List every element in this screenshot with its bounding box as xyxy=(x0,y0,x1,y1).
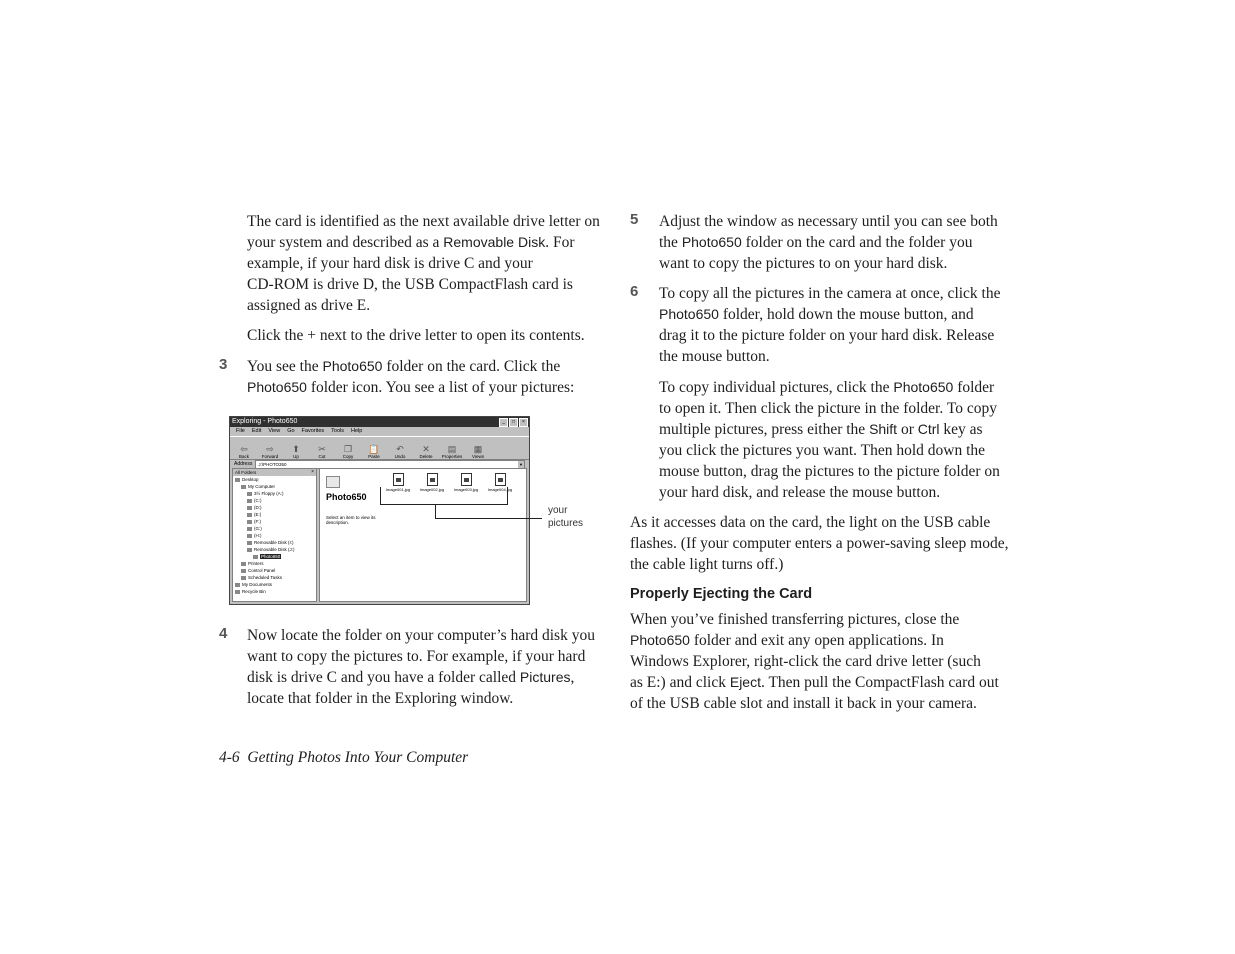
tool-cut xyxy=(314,444,330,459)
tree-item xyxy=(233,490,316,497)
text-run: The card is identified as the next available drive letter on xyxy=(247,213,600,230)
text-run: To copy individual pictures, click the xyxy=(659,379,894,396)
text-run: mouse button, drag the pictures to the picture folder on xyxy=(659,463,1000,481)
text-run: folder, hold down the mouse button, and xyxy=(718,306,974,324)
text-line xyxy=(659,253,1039,274)
drive-icon xyxy=(241,569,246,573)
image-file-icon xyxy=(495,473,506,486)
tree-item xyxy=(233,532,316,539)
tool-delete xyxy=(418,444,434,459)
callout-label-line-1: your xyxy=(548,505,568,516)
tool-properties xyxy=(441,444,463,459)
undo-icon: ↶ xyxy=(396,444,404,454)
text-line xyxy=(630,693,1030,714)
ui-term: Photo650 xyxy=(247,379,307,396)
tool-back xyxy=(236,444,252,459)
chevron-down-icon: ▼ xyxy=(519,462,523,467)
drive-icon xyxy=(253,555,258,559)
menu-item-favorites: Favorites xyxy=(301,428,325,434)
tool-label: Copy xyxy=(342,454,354,459)
drive-icon xyxy=(235,478,240,482)
chapter-title: Getting Photos Into Your Computer xyxy=(247,749,469,766)
text-run: To copy all the pictures in the camera at once, click the xyxy=(659,285,1001,302)
drive-icon xyxy=(247,548,252,552)
close-pane-icon: × xyxy=(311,469,314,475)
tree-item xyxy=(233,553,316,560)
tree-item xyxy=(233,497,316,504)
callout-line-horizontal xyxy=(435,518,542,519)
tool-label: Up xyxy=(293,454,299,459)
text-run: CD-ROM is drive D, the USB CompactFlash card is xyxy=(247,276,573,294)
tool-label: Paste xyxy=(368,454,380,459)
tree-item xyxy=(233,483,316,490)
menu-item-edit: Edit xyxy=(251,428,262,434)
tool-label: Back xyxy=(238,454,249,459)
text-run: As it accesses data on the card, the light on the USB cable xyxy=(630,514,991,531)
text-line xyxy=(247,274,617,295)
text-line xyxy=(659,377,1039,398)
ui-term: Ctrl xyxy=(917,421,940,438)
text-run: example, if your hard disk is drive C and your xyxy=(247,255,533,273)
exploring-window-screenshot xyxy=(229,416,530,605)
tree-item xyxy=(233,588,316,595)
intro-paragraph xyxy=(247,211,617,316)
access-paragraph xyxy=(630,512,1030,575)
text-run: the cable light turns off.) xyxy=(630,556,784,574)
tree-item-label: Removable Disk (J:) xyxy=(254,547,295,552)
tree-item xyxy=(233,581,316,588)
image-file-icon xyxy=(393,473,404,486)
text-run: Adjust the window as necessary until you can see both xyxy=(659,213,998,230)
step-5-text xyxy=(659,211,1039,274)
folder-title: Photo650 xyxy=(326,492,367,502)
ui-term: Photo650 xyxy=(893,379,954,395)
address-value: J:\PHOTO350 xyxy=(258,462,287,467)
tool-views xyxy=(470,444,486,459)
step-3-text xyxy=(247,356,617,398)
text-line xyxy=(247,253,617,274)
ui-term: Photo650 xyxy=(322,358,383,374)
eject-paragraph xyxy=(630,609,1030,714)
text-line xyxy=(247,377,617,398)
tree-item xyxy=(233,525,316,532)
all-folders-header xyxy=(233,469,316,476)
paste-icon: 📋 xyxy=(368,444,380,454)
tree-item-label: (E:) xyxy=(254,512,262,517)
file-name: Image002.jpg xyxy=(419,487,445,492)
step-3-number: 3 xyxy=(219,356,228,373)
text-line xyxy=(247,646,617,667)
callout-label-line-2: pictures xyxy=(548,517,584,529)
all-folders-label: All Folders xyxy=(235,470,257,475)
text-run: or xyxy=(897,421,918,439)
tree-item-label: Printers xyxy=(248,561,264,566)
tool-label: Delete xyxy=(419,454,433,459)
tool-label: Cut xyxy=(318,454,326,459)
views-icon: ▦ xyxy=(473,444,483,454)
text-run: folder xyxy=(953,379,995,396)
callout-line-vertical xyxy=(435,504,436,519)
folder-icon xyxy=(326,476,340,488)
text-run: . For xyxy=(545,234,575,252)
drive-icon xyxy=(247,506,252,510)
individual-pictures-paragraph xyxy=(659,377,1039,504)
tree-item-label: (D:) xyxy=(254,505,262,510)
tool-label: Forward xyxy=(261,454,279,459)
drive-icon xyxy=(241,485,246,489)
tree-item-label: My Documents xyxy=(242,582,273,587)
drive-icon xyxy=(235,583,240,587)
text-line xyxy=(659,482,1039,503)
text-run: want to copy the pictures to. For example, if your hard xyxy=(247,648,586,666)
tree-item-label: My Computer xyxy=(248,484,276,489)
ui-term: Removable Disk xyxy=(443,234,546,251)
drive-icon xyxy=(247,492,252,496)
tree-item-label: (G:) xyxy=(254,526,262,531)
step-5-number: 5 xyxy=(630,211,639,228)
tree-item-label: (F:) xyxy=(254,519,261,524)
step-4-text xyxy=(247,625,617,709)
tree-item xyxy=(233,504,316,511)
up-icon: ⬆ xyxy=(292,444,300,454)
text-run: the xyxy=(659,234,682,252)
tool-copy xyxy=(340,444,356,459)
menu-item-view: View xyxy=(268,428,281,434)
text-line xyxy=(247,667,617,688)
step-4-number: 4 xyxy=(219,625,228,642)
text-line xyxy=(247,295,617,316)
text-run: folder icon. You see a list of your pictures: xyxy=(306,379,575,397)
text-run: to open it. Then click the picture in the folder. To copy xyxy=(659,400,997,418)
click-plus-paragraph xyxy=(247,325,617,346)
address-label: Address xyxy=(234,461,253,467)
back-icon: ⇦ xyxy=(240,444,248,454)
text-line xyxy=(659,283,1039,304)
text-line xyxy=(659,304,1039,325)
tree-item-label: Removable Disk (I:) xyxy=(254,540,294,545)
menu-item-tools: Tools xyxy=(331,428,344,434)
text-line xyxy=(630,512,1030,533)
drive-icon xyxy=(247,534,252,538)
text-run: you click the pictures you want. Then hold down the xyxy=(659,442,986,460)
text-line xyxy=(659,461,1039,482)
file-name: Image004.jpg xyxy=(487,487,513,492)
tree-item-label: (C:) xyxy=(254,498,262,503)
text-run: When you’ve finished transferring pictures, close the xyxy=(630,611,960,628)
text-run: Click the + next to the drive letter to open its contents. xyxy=(247,327,585,344)
text-line xyxy=(630,609,1030,630)
page-footer xyxy=(219,749,468,767)
tree-item xyxy=(233,567,316,574)
menu-item-help: Help xyxy=(351,428,363,434)
text-line xyxy=(630,651,1030,672)
ui-term: Photo650 xyxy=(659,306,719,323)
tool-label: Properties xyxy=(441,454,463,459)
tree-item xyxy=(233,560,316,567)
tree-item xyxy=(233,518,316,525)
tool-undo xyxy=(392,444,408,459)
text-line xyxy=(630,533,1030,554)
text-run: disk is drive C and you have a folder called xyxy=(247,669,520,687)
drive-icon xyxy=(235,590,240,594)
text-line xyxy=(247,356,617,377)
properties-icon: ▤ xyxy=(447,444,457,454)
text-line xyxy=(659,398,1039,419)
callout-label xyxy=(548,505,583,530)
text-line xyxy=(630,554,1030,575)
tree-item-label: Scheduled Tasks xyxy=(248,575,282,580)
tool-label: Views xyxy=(472,454,484,459)
text-run: multiple pictures, press either the xyxy=(659,421,870,439)
window-titlebar xyxy=(230,417,529,427)
text-run: your system and described as a xyxy=(247,234,444,252)
text-run: as E:) and click xyxy=(630,674,730,692)
drive-icon xyxy=(247,513,252,517)
text-line xyxy=(247,325,617,346)
text-run: Now locate the folder on your computer’s hard disk you xyxy=(247,627,595,644)
ui-term: Photo650 xyxy=(630,632,690,649)
drive-icon xyxy=(247,527,252,531)
ui-term: Pictures xyxy=(519,669,571,686)
tree-item xyxy=(233,539,316,546)
text-line xyxy=(247,625,617,646)
text-run: folder and exit any open applications. In xyxy=(689,632,944,650)
folder-tree-pane xyxy=(232,468,317,602)
text-line xyxy=(247,211,617,232)
text-line xyxy=(659,232,1039,253)
folder-description: Select an item to view its description. xyxy=(326,515,376,525)
ui-term: Photo650 xyxy=(681,234,742,251)
close-icon: × xyxy=(519,418,528,427)
window-toolbar xyxy=(230,436,529,460)
tree-item-label: (H:) xyxy=(254,533,262,538)
tool-paste xyxy=(366,444,382,459)
step-6-text xyxy=(659,283,1039,367)
tree-item xyxy=(233,546,316,553)
window-menubar xyxy=(230,427,529,436)
section-heading: Properly Ejecting the Card xyxy=(630,586,813,602)
tree-item-label: Photo650 xyxy=(261,554,281,559)
window-title: Exploring - Photo650 xyxy=(232,418,298,425)
maximize-icon: □ xyxy=(509,418,518,427)
text-line xyxy=(659,346,1039,367)
image-file-icon xyxy=(461,473,472,486)
tree-item-label: 3½ Floppy (A:) xyxy=(254,491,284,496)
file-name: Image003.jpg xyxy=(453,487,479,492)
text-run: assigned as drive E. xyxy=(247,297,371,315)
text-line xyxy=(659,419,1039,440)
tool-up xyxy=(288,444,304,459)
tree-item xyxy=(233,574,316,581)
drive-icon xyxy=(247,520,252,524)
text-run: . Then pull the CompactFlash card out xyxy=(760,674,999,692)
text-line xyxy=(630,630,1030,651)
drive-icon xyxy=(247,499,252,503)
text-run: want to copy the pictures to on your hard disk. xyxy=(659,255,948,273)
text-line xyxy=(659,440,1039,461)
tool-forward xyxy=(262,444,278,459)
text-run: folder on the card. Click the xyxy=(382,358,561,375)
text-line xyxy=(247,688,617,709)
text-run: drag it to the picture folder on your hard disk. Release xyxy=(659,327,995,345)
minimize-icon: _ xyxy=(499,418,508,427)
text-line xyxy=(659,325,1039,346)
text-run: flashes. (If your computer enters a power-saving sleep mode, xyxy=(630,535,1009,553)
copy-icon: ❐ xyxy=(343,444,353,454)
step-6-number: 6 xyxy=(630,283,639,300)
text-run: Windows Explorer, right-click the card drive letter (such xyxy=(630,653,981,671)
text-line xyxy=(630,672,1030,693)
ui-term: Shift xyxy=(869,421,898,438)
menu-item-file: File xyxy=(236,428,245,434)
text-run: folder on the card and the folder you xyxy=(741,234,973,252)
text-run: locate that folder in the Exploring window. xyxy=(247,690,514,708)
drive-icon xyxy=(241,562,246,566)
text-line xyxy=(659,211,1039,232)
pictures-bracket xyxy=(380,487,508,505)
text-run: key as xyxy=(939,421,983,439)
tree-item xyxy=(233,511,316,518)
text-line xyxy=(247,232,617,253)
ui-term: Eject xyxy=(729,674,761,691)
text-run: , xyxy=(570,669,575,687)
file-name: Image001.jpg xyxy=(385,487,411,492)
forward-icon: ⇨ xyxy=(266,444,274,454)
menu-item-go: Go xyxy=(287,428,295,434)
image-file-icon xyxy=(427,473,438,486)
text-run: You see the xyxy=(247,358,323,375)
drive-icon xyxy=(247,541,252,545)
tool-label: Undo xyxy=(394,454,406,459)
cut-icon: ✂ xyxy=(318,444,326,454)
tree-item-label: Recycle Bin xyxy=(242,589,266,594)
tree-item xyxy=(233,476,316,483)
tree-item-label: Control Panel xyxy=(248,568,276,573)
delete-icon: ✕ xyxy=(422,444,430,454)
text-run: of the USB cable slot and install it back in your camera. xyxy=(630,695,977,713)
drive-icon xyxy=(241,576,246,580)
text-run: your hard disk, and release the mouse button. xyxy=(659,484,941,502)
tree-item-label: Desktop xyxy=(242,477,259,482)
text-run: the mouse button. xyxy=(659,348,770,366)
page-number: 4-6 xyxy=(219,749,240,766)
